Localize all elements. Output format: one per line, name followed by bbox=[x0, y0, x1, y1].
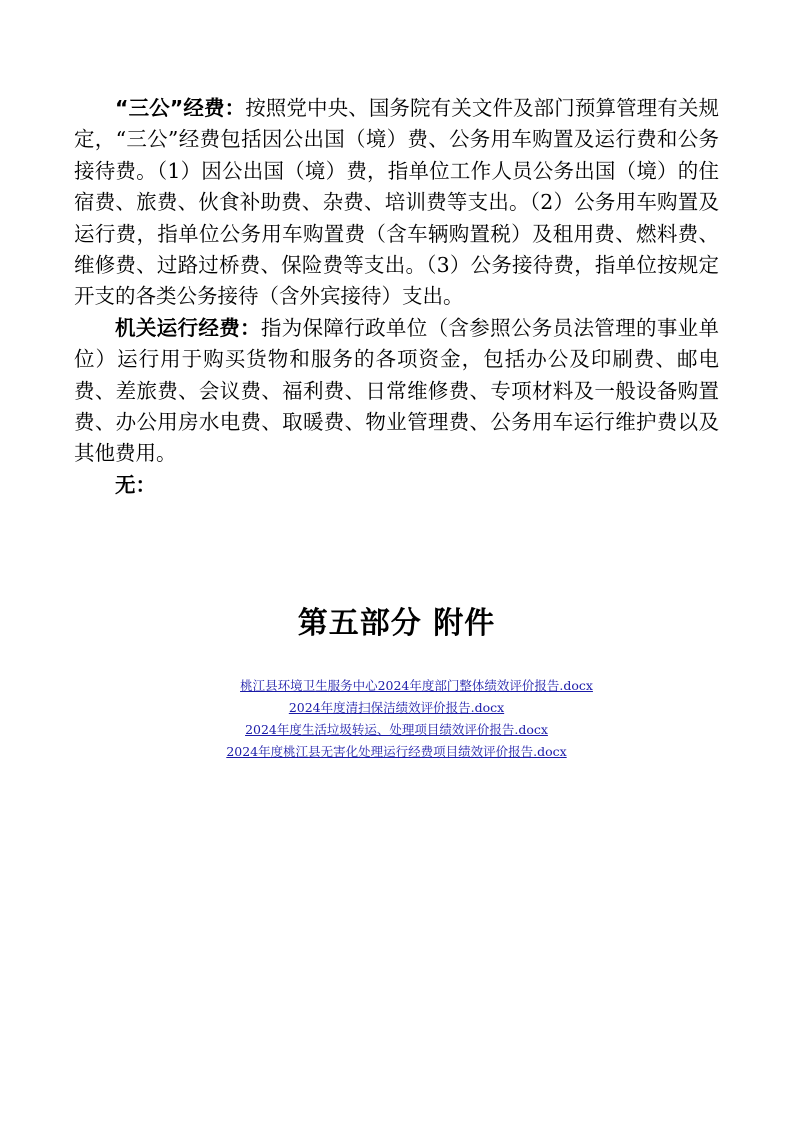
attachment-link-garbage-transfer-evaluation[interactable]: 2024年度生活垃圾转运、处理项目绩效评价报告.docx bbox=[245, 722, 548, 737]
glossary-paragraph-none bbox=[74, 470, 719, 501]
attachment-item bbox=[0, 696, 793, 718]
attachment-item bbox=[0, 674, 793, 696]
attachment-list bbox=[0, 674, 793, 762]
glossary-paragraph-operating-funds bbox=[74, 313, 719, 470]
attachment-link-harmless-treatment-evaluation[interactable]: 2024年度桃江县无害化处理运行经费项目绩效评价报告.docx bbox=[226, 744, 567, 759]
glossary-definition: 指为保障行政单位（含参照公务员法管理的事业单位）运行用于购买货物和服务的各项资金，包括办公及印刷费、邮电费、差旅费、会议费、福利费、日常维修费、专项材料及一般设备购置费、办公用房水电费、取暖费、物业管理费、公务用车运行维护费以及其他费用。 bbox=[74, 315, 719, 466]
attachment-link-overall-evaluation[interactable]: 桃江县环境卫生服务中心2024年度部门整体绩效评价报告.docx bbox=[240, 678, 593, 693]
glossary-definition: 按照党中央、国务院有关文件及部门预算管理有关规定，“三公”经费包括因公出国（境）费、公务用车购置及运行费和公务接待费。（1）因公出国（境）费，指单位工作人员公务出国（境）的住宿费、旅费、伙食补助费、杂费、培训费等支出。（2）公务用车购置及运行费，指单位公务用车购置费（含车辆购置税）及租用费、燃料费、维修费、过路过桥费、保险费等支出。（3）公务接待费，指单位按规定开支的各类公务接待（含外宾接待）支出。 bbox=[74, 96, 719, 309]
attachment-item bbox=[0, 718, 793, 740]
glossary-section bbox=[74, 93, 719, 501]
section-title: 第五部分 附件 bbox=[297, 606, 496, 641]
glossary-term: “三公”经费： bbox=[115, 96, 246, 120]
glossary-term: 无： bbox=[115, 472, 156, 497]
glossary-term: 机关运行经费： bbox=[115, 315, 261, 340]
attachment-link-cleaning-evaluation[interactable]: 2024年度清扫保洁绩效评价报告.docx bbox=[288, 700, 505, 715]
attachment-item bbox=[0, 740, 793, 762]
glossary-paragraph-sangong bbox=[74, 93, 719, 313]
